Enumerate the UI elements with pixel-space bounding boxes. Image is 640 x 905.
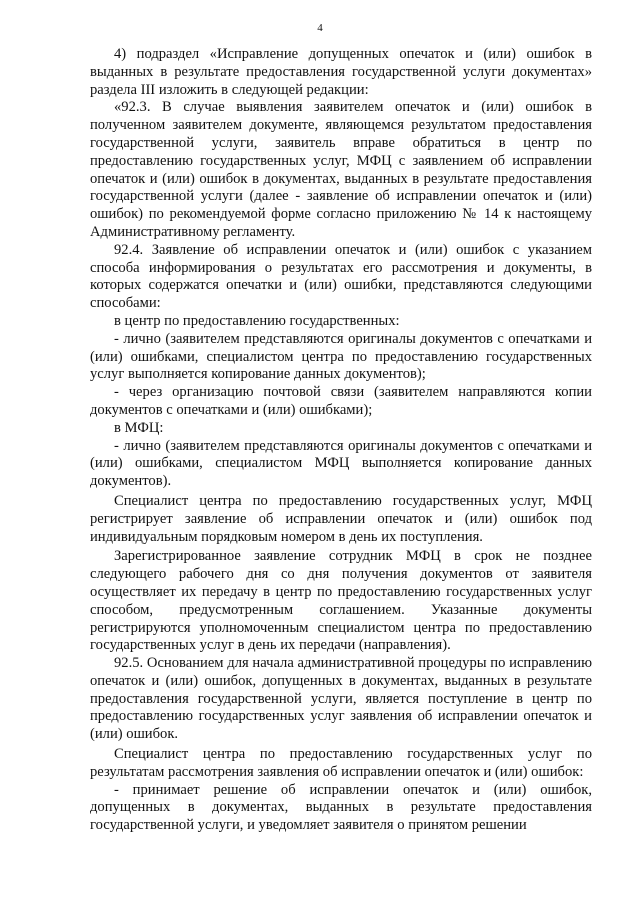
paragraph-specialist-review: Специалист центра по предоставлению государственных услуг по результатам рассмотрения заявления об исправлении опечаток и (или) ошибок: (90, 746, 592, 780)
paragraph-center-in-person: - лично (заявителем представляются оригиналы документов с опечатками и (или) ошибками, специалистом центра по предоставлению государственных услуг выполняется копирование данных документов); (90, 330, 592, 383)
paragraph-registration: Специалист центра по предоставлению государственных услуг, МФЦ регистрирует заявление об исправлении опечаток и (или) ошибок под индивидуальным порядковым номером в день их поступления. (90, 492, 592, 545)
paragraph-transfer: Зарегистрированное заявление сотрудник МФЦ в срок не позднее следующего рабочего дня со дня получения документов от заявителя осуществляет их передачу в центр по предоставлению государственных услуг способом, предусмотренным соглашением. Указанные документы регистрируются уполномоченным специалистом центра по предоставлению государственных услуг в день их передачи (направления). (90, 548, 592, 654)
paragraph-mfc-in-person: - лично (заявителем представляются оригиналы документов с опечатками и (или) ошибками, специалистом МФЦ выполняется копирование данных документов). (90, 437, 592, 490)
page-number: 4 (317, 22, 323, 34)
paragraph-92-4: 92.4. Заявление об исправлении опечаток и (или) ошибок с указанием способа информирования о результатах его рассмотрения и документы, в которых содержатся опечатки и (или) ошибки, представляются следующими способами: (90, 241, 592, 312)
paragraph-mfc-heading: в МФЦ: (114, 419, 164, 436)
document-body (90, 46, 592, 835)
paragraph-92-3: «92.3. В случае выявления заявителем опечаток и (или) ошибок в полученном заявителем документе, являющемся результатом предоставления государственной услуги, заявитель вправе обратиться в центр по предоставлению государственных услуг, МФЦ с заявлением об исправлении опечаток и (или) ошибок в документах, выданных в результате предоставления государственной услуги (далее - заявление об исправлении опечаток и (или) ошибок) по рекомендуемой форме согласно приложению № 14 к настоящему Административному регламенту. (90, 99, 592, 240)
paragraph-amendment-intro: 4) подраздел «Исправление допущенных опечаток и (или) ошибок в выданных в результате предоставления государственной услуги документах» раздела III изложить в следующей редакции: (90, 46, 592, 98)
paragraph-92-5: 92.5. Основанием для начала административной процедуры по исправлению опечаток и (или) ошибок, допущенных в документах, выданных в результате предоставления государственной услуги, является поступление в центр по предоставлению государственных услуг заявления об исправлении опечаток и (или) ошибок. (90, 655, 592, 743)
paragraph-decision: - принимает решение об исправлении опечаток и (или) ошибок, допущенных в документах, выданных в результате предоставления государственной услуги, и уведомляет заявителя о принятом решении (90, 781, 592, 834)
paragraph-center-by-post: - через организацию почтовой связи (заявителем направляются копии документов с опечатками и (или) ошибками); (90, 384, 592, 418)
paragraph-center-heading: в центр по предоставлению государственных: (114, 312, 400, 329)
